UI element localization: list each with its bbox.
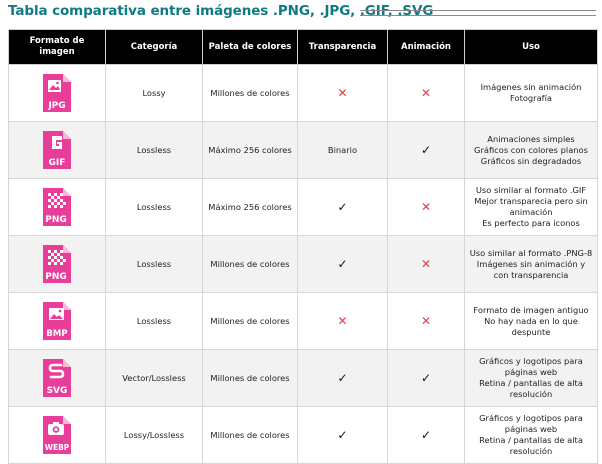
table-row	[9, 293, 598, 350]
header-animation: Animación	[388, 30, 465, 65]
use-cell	[465, 65, 598, 122]
use-line: Gráficos y logotipos para páginas web	[479, 356, 583, 377]
use-line: Gráficos sin degradados	[480, 155, 582, 166]
use-line: Gráficos y logotipos para páginas web	[479, 413, 583, 434]
use-line: No hay nada en lo que despunte	[484, 315, 578, 337]
use-cell	[465, 122, 598, 179]
header-category: Categoría	[106, 30, 203, 65]
table-row	[9, 122, 598, 179]
use-line: Fotografía	[510, 93, 552, 103]
webp-file-icon	[42, 415, 72, 455]
animation-cell: ✓	[388, 407, 465, 464]
use-line: Imágenes sin animación y con transparencia	[476, 258, 586, 280]
svg-file-icon	[42, 358, 72, 398]
icon-label: WEBP	[44, 443, 70, 452]
use-line: Uso similar al formato .PNG-8	[469, 247, 593, 258]
palette-cell: Máximo 256 colores	[203, 179, 298, 236]
use-line: Uso similar al formato .GIF	[475, 185, 587, 195]
use-line: Retina / pantallas de alta resolución	[479, 435, 583, 456]
icon-label: JPG	[48, 101, 66, 111]
transparency-cell: ✕	[298, 293, 388, 350]
animation-cell: ✕	[388, 236, 465, 293]
palette-cell: Millones de colores	[203, 350, 298, 407]
header-palette: Paleta de colores	[203, 30, 298, 65]
title-divider	[360, 10, 596, 16]
palette-cell: Millones de colores	[203, 407, 298, 464]
category-cell: Vector/Lossless	[106, 350, 203, 407]
format-cell	[9, 122, 106, 179]
use-line: Mejor transparecia pero sin animación	[474, 196, 588, 217]
palette-cell: Millones de colores	[203, 65, 298, 122]
use-cell	[465, 236, 598, 293]
transparency-cell: ✕	[298, 65, 388, 122]
icon-label: SVG	[46, 386, 68, 396]
transparency-cell: ✓	[298, 179, 388, 236]
use-line: Formato de imagen antiguo	[473, 304, 589, 315]
format-cell	[9, 65, 106, 122]
use-line: Retina / pantallas de alta resolución	[479, 378, 583, 399]
format-cell	[9, 407, 106, 464]
use-cell	[465, 293, 598, 350]
icon-label: GIF	[48, 158, 66, 168]
table-row	[9, 65, 598, 122]
icon-label: PNG	[45, 272, 67, 282]
animation-cell: ✕	[388, 179, 465, 236]
category-cell: Lossless	[106, 122, 203, 179]
use-cell	[465, 179, 598, 236]
animation-cell: ✓	[388, 350, 465, 407]
category-cell: Lossy/Lossless	[106, 407, 203, 464]
use-cell	[465, 350, 598, 407]
transparency-cell: Binario	[298, 122, 388, 179]
gif-file-icon	[42, 130, 72, 170]
bmp-file-icon	[42, 301, 72, 341]
category-cell: Lossless	[106, 236, 203, 293]
category-cell: Lossy	[106, 65, 203, 122]
category-cell: Lossless	[106, 179, 203, 236]
palette-cell: Millones de colores	[203, 236, 298, 293]
transparency-cell: ✓	[298, 350, 388, 407]
format-cell	[9, 350, 106, 407]
icon-label: PNG	[45, 215, 67, 225]
jpg-file-icon	[42, 73, 72, 113]
use-cell	[465, 407, 598, 464]
use-line: Gráficos con colores planos	[474, 144, 588, 155]
header-transparency: Transparencia	[298, 30, 388, 65]
table-row	[9, 179, 598, 236]
table-header-row	[9, 30, 598, 65]
comparison-table	[8, 29, 598, 464]
title-row	[0, 0, 602, 24]
use-line: Imágenes sin animación	[480, 82, 582, 92]
icon-label: BMP	[46, 329, 68, 339]
palette-cell: Máximo 256 colores	[203, 122, 298, 179]
page-title: Tabla comparativa entre imágenes .PNG, .JPG, .GIF, .SVG	[8, 3, 434, 19]
use-line: Es perfecto para iconos	[482, 218, 580, 228]
table-row	[9, 236, 598, 293]
table-row	[9, 350, 598, 407]
png24-file-icon	[42, 244, 72, 284]
png8-file-icon	[42, 187, 72, 227]
transparency-cell: ✓	[298, 236, 388, 293]
palette-cell: Millones de colores	[203, 293, 298, 350]
format-cell	[9, 293, 106, 350]
table-row	[9, 407, 598, 464]
transparency-cell: ✓	[298, 407, 388, 464]
header-format: Formato de imagen	[9, 30, 106, 65]
header-use: Uso	[465, 30, 598, 65]
animation-cell: ✕	[388, 293, 465, 350]
category-cell: Lossless	[106, 293, 203, 350]
animation-cell: ✓	[388, 122, 465, 179]
format-cell	[9, 236, 106, 293]
format-cell	[9, 179, 106, 236]
animation-cell: ✕	[388, 65, 465, 122]
use-line: Animaciones simples	[487, 133, 575, 144]
